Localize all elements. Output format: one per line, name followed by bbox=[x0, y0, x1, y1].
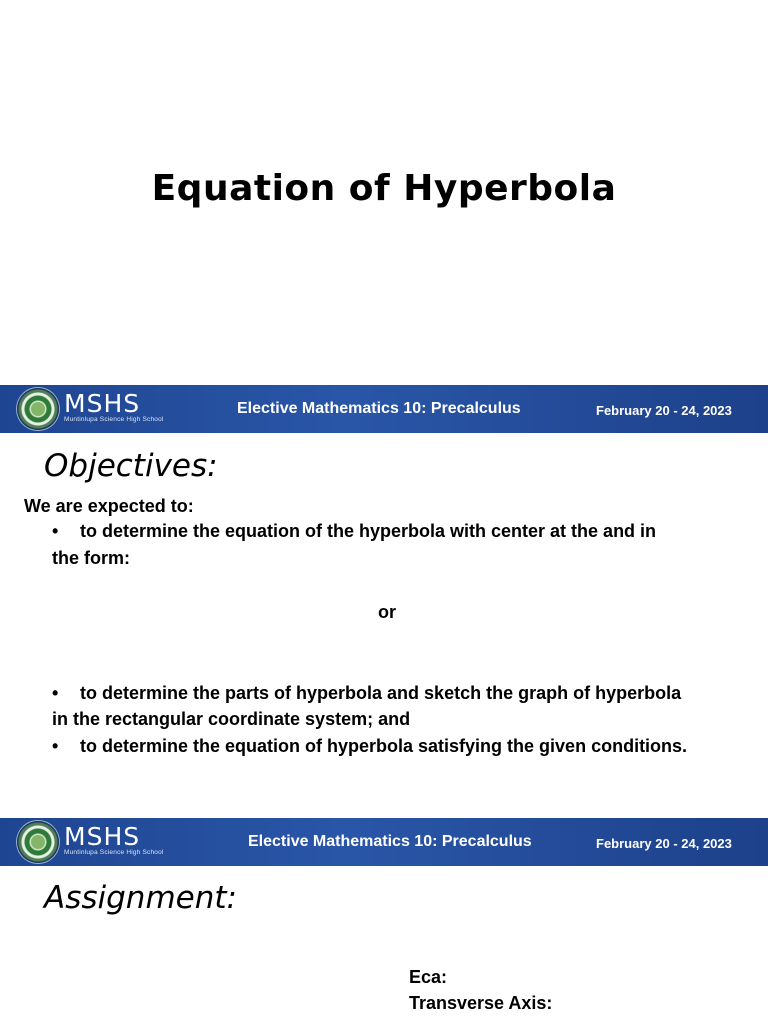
objective-1-line-2: the form: bbox=[52, 548, 130, 568]
school-logo-subtitle: Muntinlupa Science High School bbox=[64, 416, 164, 423]
course-banner bbox=[0, 818, 768, 866]
course-dates: February 20 - 24, 2023 bbox=[596, 403, 732, 418]
objectives-heading: Objectives: bbox=[44, 448, 218, 484]
assignment-item-1: Eca: bbox=[409, 967, 448, 987]
school-logo-text: MSHS bbox=[64, 822, 141, 851]
course-title: Elective Mathematics 10: Precalculus bbox=[248, 833, 532, 850]
objective-2-line-2: in the rectangular coordinate system; and bbox=[52, 709, 411, 729]
school-seal-icon bbox=[17, 388, 59, 430]
bullet-icon: • bbox=[52, 683, 59, 703]
school-logo-subtitle: Muntinlupa Science High School bbox=[64, 849, 164, 856]
course-title: Elective Mathematics 10: Precalculus bbox=[237, 400, 521, 417]
course-dates: February 20 - 24, 2023 bbox=[596, 836, 732, 851]
objective-1-line-1: to determine the equation of the hyperbola with center at the and in bbox=[80, 521, 657, 541]
objective-item-1 bbox=[52, 518, 656, 545]
or-label: or bbox=[378, 602, 396, 622]
slide-title: Equation of Hyperbola bbox=[151, 168, 617, 209]
objective-item-3 bbox=[52, 733, 687, 760]
bullet-icon: • bbox=[52, 521, 59, 541]
assignment-heading: Assignment: bbox=[44, 880, 237, 916]
course-banner bbox=[0, 385, 768, 433]
bullet-icon: • bbox=[52, 736, 59, 756]
school-seal-icon bbox=[17, 821, 59, 863]
objective-3-text: to determine the equation of hyperbola satisfying the given conditions. bbox=[80, 736, 688, 756]
objective-item-2 bbox=[52, 680, 681, 707]
objective-2-line-1: to determine the parts of hyperbola and sketch the graph of hyperbola bbox=[80, 683, 682, 703]
assignment-item-2: Transverse Axis: bbox=[409, 993, 553, 1013]
objectives-intro: We are expected to: bbox=[24, 496, 194, 516]
school-logo-text: MSHS bbox=[64, 389, 141, 418]
